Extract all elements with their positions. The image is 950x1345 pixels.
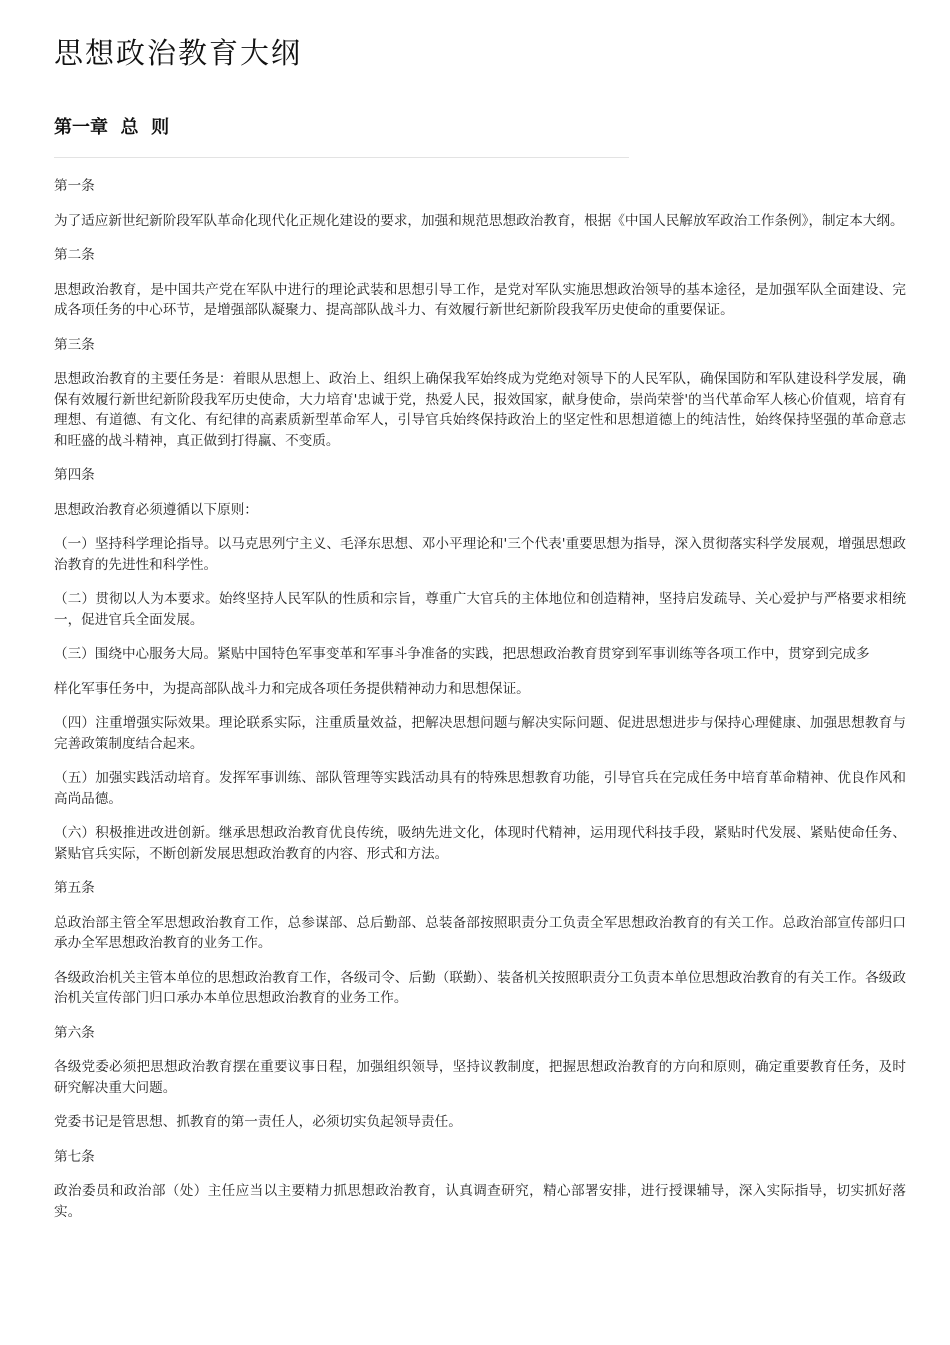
principle-item: （三）围绕中心服务大局。紧贴中国特色军事变革和军事斗争准备的实践，把思想政治教育贯穿到军事训练等各项工作中，贯穿到完成多 [54, 646, 870, 662]
article-paragraph: 思想政治教育，是中国共产党在军队中进行的理论武装和思想引导工作，是党对军队实施思想政治领导的基本途径，是加强军队全面建设、完成各项任务的中心环节，是增强部队凝聚力、提高部队战斗力、有效履行新世纪新阶段我军历史使命的重要保证。 [54, 281, 906, 318]
article-paragraph: 各级党委必须把思想政治教育摆在重要议事日程，加强组织领导，坚持议教制度，把握思想政治教育的方向和原则，确定重要教育任务，及时研究解决重大问题。 [54, 1059, 906, 1096]
principle-item: （四）注重增强实际效果。理论联系实际，注重质量效益，把解决思想问题与解决实际问题、促进思想进步与保持心理健康、加强思想教育与完善政策制度结合起来。 [54, 715, 906, 752]
article-paragraph: 为了适应新世纪新阶段军队革命化现代化正规化建设的要求，加强和规范思想政治教育，根据《中国人民解放军政治工作条例》，制定本大纲。 [54, 212, 904, 229]
chapter-divider [54, 157, 629, 158]
article-heading: 第四条 [54, 467, 95, 483]
principle-item-continuation: 样化军事任务中，为提高部队战斗力和完成各项任务提供精神动力和思想保证。 [54, 680, 530, 697]
principle-item: （六）积极推进改进创新。继承思想政治教育优良传统，吸纳先进文化，体现时代精神，运用现代科技手段，紧贴时代发展、紧贴使命任务、紧贴官兵实际，不断创新发展思想政治教育的内容、形式和方法。 [54, 825, 906, 862]
article-heading: 第七条 [54, 1148, 95, 1165]
article-2 [54, 245, 906, 321]
chapter-title: 第一章 总 则 [54, 117, 170, 138]
article-heading: 第一条 [54, 178, 95, 194]
article-6 [54, 1023, 906, 1133]
document-body [54, 176, 906, 1236]
article-paragraph: 党委书记是管思想、抓教育的第一责任人，必须切实负起领导责任。 [54, 1114, 462, 1130]
article-heading: 第六条 [54, 1024, 95, 1041]
article-3 [54, 335, 906, 452]
article-paragraph: 各级政治机关主管本单位的思想政治教育工作，各级司令、后勤（联勤）、装备机关按照职责分工负责本单位思想政治教育的有关工作。各级政治机关宣传部门归口承办本单位思想政治教育的业务工作。 [54, 969, 906, 1006]
principle-item: （一）坚持科学理论指导。以马克思列宁主义、毛泽东思想、邓小平理论和'三个代表'重要思想为指导，深入贯彻落实科学发展观，增强思想政治教育的先进性和科学性。 [54, 536, 906, 573]
document-title: 思想政治教育大纲 [54, 36, 303, 70]
principle-item: （五）加强实践活动培育。发挥军事训练、部队管理等实践活动具有的特殊思想教育功能，引导官兵在完成任务中培育革命精神、优良作风和高尚品德。 [54, 770, 906, 807]
article-heading: 第二条 [54, 247, 95, 263]
article-paragraph: 思想政治教育必须遵循以下原则： [54, 501, 258, 518]
article-heading: 第三条 [54, 336, 95, 353]
article-1 [54, 176, 906, 231]
article-5 [54, 878, 906, 1009]
article-paragraph: 思想政治教育的主要任务是：着眼从思想上、政治上、组织上确保我军始终成为党绝对领导下的人民军队，确保国防和军队建设科学发展，确保有效履行新世纪新阶段我军历史使命，大力培育'忠诚于党，热爱人民，报效国家，献身使命，崇尚荣誉'的当代革命军人核心价值观，培育有理想、有道德、有文化、有纪律的高素质新型革命军人，引导官兵始终保持政治上的坚定性和思想道德上的纯洁性，始终保持坚强的革命意志和旺盛的战斗精神，真正做到打得赢、不变质。 [54, 371, 906, 449]
article-paragraph: 总政治部主管全军思想政治教育工作，总参谋部、总后勤部、总装备部按照职责分工负责全军思想政治教育的有关工作。总政治部宣传部归口承办全军思想政治教育的业务工作。 [54, 914, 906, 951]
principle-item: （二）贯彻以人为本要求。始终坚持人民军队的性质和宗旨，尊重广大官兵的主体地位和创造精神，坚持启发疏导、关心爱护与严格要求相统一，促进官兵全面发展。 [54, 591, 906, 628]
article-paragraph: 政治委员和政治部（处）主任应当以主要精力抓思想政治教育，认真调查研究，精心部署安排，进行授课辅导，深入实际指导，切实抓好落实。 [54, 1183, 906, 1220]
article-heading: 第五条 [54, 880, 95, 896]
article-7 [54, 1147, 906, 1223]
article-4 [54, 465, 906, 864]
